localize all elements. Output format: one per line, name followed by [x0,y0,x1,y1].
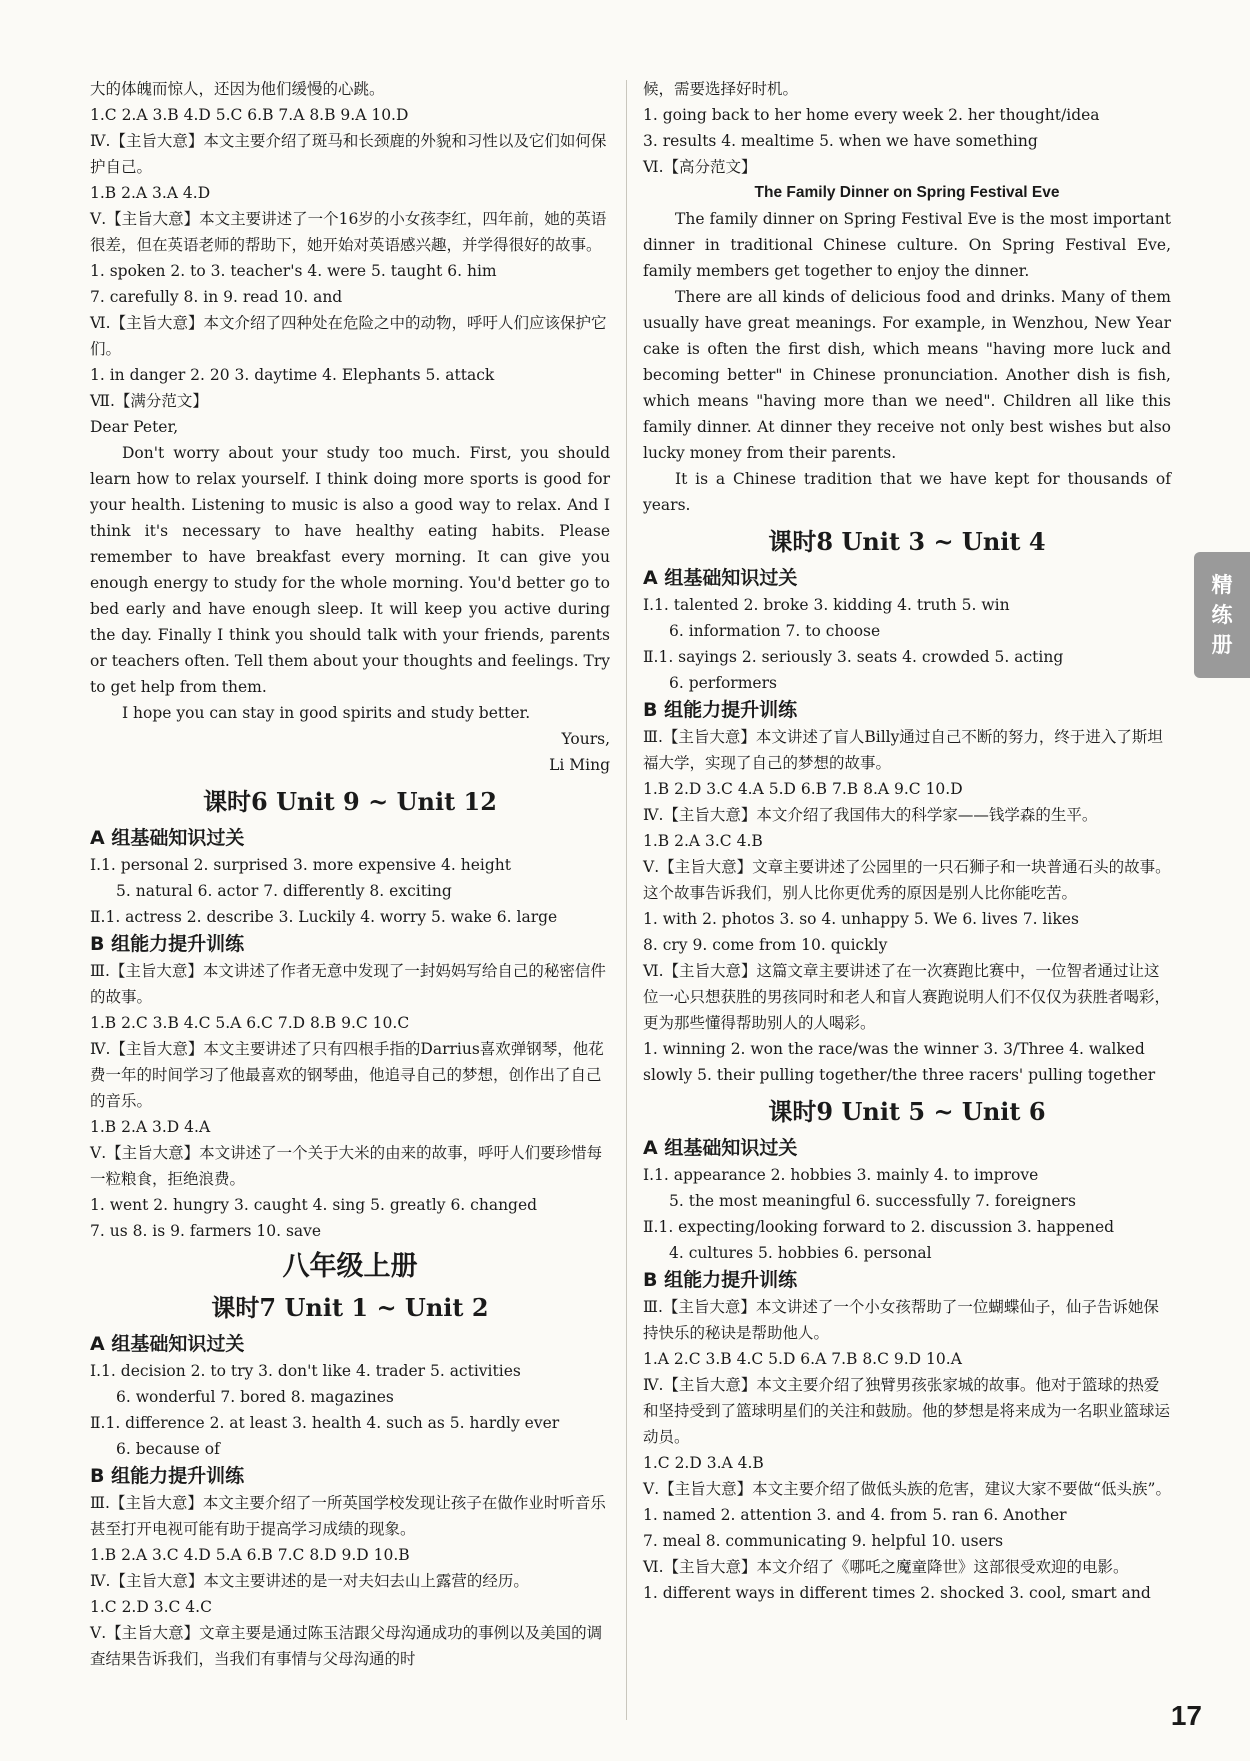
text-line: 1. winning 2. won the race/was the winner 3. 3/Three 4. walked [643,1040,1145,1058]
text-line: 1.C 2.D 3.C 4.C [90,1598,212,1616]
side-tab-char: 册 [1211,633,1233,657]
summary-line: Ⅴ.【主旨大意】本文讲述了一个关于大米的由来的故事，呼吁人们要珍惜每一粒粮食，拒绝浪费。 [90,1144,603,1188]
text-line: 1. in danger 2. 20 3. daytime 4. Elephants 5. attack [90,366,495,384]
essay-title: The Family Dinner on Spring Festival Eve [754,184,1060,201]
lesson-heading: 课时9 Unit 5 ~ Unit 6 [768,1097,1046,1126]
summary-line: Ⅲ.【主旨大意】本文讲述了作者无意中发现了一封妈妈写给自己的秘密信件的故事。 [90,962,606,1006]
text-line: 7. us 8. is 9. farmers 10. save [90,1222,322,1240]
text-line: 1. with 2. photos 3. so 4. unhappy 5. We 6. lives 7. likes [643,910,1079,928]
text-line: 大的体魄而惊人，还因为他们缓慢的心跳。 [90,80,385,98]
text-line: 1.B 2.A 3.C 4.D 5.A 6.B 7.C 8.D 9.D 10.B [90,1546,410,1564]
text-line: Ⅵ.【高分范文】 [643,158,757,176]
section-heading: B 组能力提升训练 [643,699,798,721]
summary-line: Ⅴ.【主旨大意】文章主要讲述了公园里的一只石狮子和一块普通石头的故事。这个故事告诉我们，别人比你更优秀的原因是别人比你能吃苦。 [643,858,1171,902]
summary-line: Ⅲ.【主旨大意】本文讲述了一个小女孩帮助了一位蝴蝶仙子，仙子告诉她保持快乐的秘诀是帮助他人。 [643,1298,1159,1342]
text-line: 1.B 2.C 3.B 4.C 5.A 6.C 7.D 8.B 9.C 10.C [90,1014,410,1032]
signature-line: Li Ming [549,756,610,774]
text-line: Dear Peter, [90,418,179,436]
summary-line: Ⅳ.【主旨大意】本文主要讲述了只有四根手指的Darrius喜欢弹钢琴，他花费一年的时间学习了他最喜欢的钢琴曲，他追寻自己的梦想，创作出了自己的音乐。 [90,1040,604,1110]
lesson-heading: 课时7 Unit 1 ~ Unit 2 [211,1293,489,1322]
section-heading: A 组基础知识过关 [90,1333,245,1355]
section-heading: A 组基础知识过关 [90,827,245,849]
summary-line: Ⅲ.【主旨大意】本文讲述了盲人Billy通过自己不断的努力，终于进入了斯坦福大学，实现了自己的梦想的故事。 [643,728,1163,772]
left-column [90,76,610,1672]
text-line: 8. cry 9. come from 10. quickly [643,936,888,954]
section-heading: B 组能力提升训练 [90,1465,245,1487]
essay-paragraph: Don't worry about your study too much. First, you should learn how to relax yourself. I think doing more sports is good for your health. Listening to music is also a good way to relax. And I think it's necessary to have healthy eating habits. Please remember to have breakfast every morning. It can give you enough energy to study for the whole morning. You'd better go to bed early and have enough sleep. It will keep you active during the day. Finally I think you should talk with your friends, parents or teachers often. Tell them about your thoughts and feelings. Try to get help from them. [90,444,610,696]
essay-paragraph: I hope you can stay in good spirits and study better. [122,704,531,722]
summary-line: Ⅵ.【主旨大意】本文介绍了四种处在危险之中的动物，呼吁人们应该保护它们。 [90,314,607,358]
text-line: 7. carefully 8. in 9. read 10. and [90,288,343,306]
text-line: slowly 5. their pulling together/the three racers' pulling together [643,1066,1156,1084]
summary-line: Ⅵ.【主旨大意】本文介绍了《哪吒之魔童降世》这部很受欢迎的电影。 [643,1558,1129,1576]
side-tab-char: 精 [1211,573,1233,597]
summary-line: Ⅳ.【主旨大意】本文主要介绍了斑马和长颈鹿的外貌和习性以及它们如何保护自己。 [90,132,607,176]
section-heading: A 组基础知识过关 [643,1137,798,1159]
text-line: Ⅰ.1. decision 2. to try 3. don't like 4. trader 5. activities [90,1362,521,1380]
essay-paragraph: The family dinner on Spring Festival Eve is the most important dinner in traditional Chinese culture. On Spring Festival Eve, family members get together to enjoy the dinner. [643,210,1171,280]
side-tab [1194,552,1250,678]
signature-line: Yours, [561,730,610,748]
text-line: Ⅶ.【满分范文】 [90,392,208,410]
summary-line: Ⅴ.【主旨大意】本文主要介绍了做低头族的危害，建议大家不要做“低头族”。 [643,1480,1171,1498]
text-line: 3. results 4. mealtime 5. when we have something [643,132,1038,150]
text-line: 1.C 2.D 3.A 4.B [643,1454,764,1472]
text-line: Ⅰ.1. personal 2. surprised 3. more expensive 4. height [90,856,511,874]
section-heading: B 组能力提升训练 [643,1269,798,1291]
summary-line: Ⅲ.【主旨大意】本文主要介绍了一所英国学校发现让孩子在做作业时听音乐甚至打开电视可能有助于提高学习成绩的现象。 [90,1494,606,1538]
essay-paragraph: It is a Chinese tradition that we have kept for thousands of years. [643,470,1171,514]
summary-line: Ⅴ.【主旨大意】文章主要是通过陈玉洁跟父母沟通成功的事例以及美国的调查结果告诉我们，当我们有事情与父母沟通的时 [90,1624,603,1668]
text-line: Ⅱ.1. expecting/looking forward to 2. discussion 3. happened [643,1218,1115,1236]
summary-line: Ⅵ.【主旨大意】这篇文章主要讲述了在一次赛跑比赛中，一位智者通过让这位一心只想获胜的男孩同时和老人和盲人赛跑说明人们不仅仅为获胜者喝彩，更为那些懂得帮助别人的人喝彩。 [643,962,1171,1032]
text-line: Ⅰ.1. talented 2. broke 3. kidding 4. truth 5. win [643,596,1010,614]
grade-heading: 八年级上册 [282,1251,418,1282]
text-line: 7. meal 8. communicating 9. helpful 10. users [643,1532,1004,1550]
column-divider [626,80,627,1720]
answer-line: 5. the most meaningful 6. successfully 7. foreigners [669,1192,1076,1210]
side-tab-char: 练 [1211,603,1233,627]
lesson-heading: 课时6 Unit 9 ~ Unit 12 [203,787,497,816]
text-line: Ⅱ.1. actress 2. describe 3. Luckily 4. worry 5. wake 6. large [90,908,558,926]
page-number: 17 [1170,1700,1202,1731]
text-line: 1. named 2. attention 3. and 4. from 5. ran 6. Another [643,1506,1067,1524]
answer-line: 6. because of [116,1440,220,1458]
summary-line: Ⅳ.【主旨大意】本文主要介绍了独臂男孩张家城的故事。他对于篮球的热爱和坚持受到了篮球明星们的关注和鼓励。他的梦想是将来成为一名职业篮球运动员。 [643,1376,1171,1446]
text-line: Ⅱ.1. difference 2. at least 3. health 4. such as 5. hardly ever [90,1414,560,1432]
text-line: Ⅱ.1. sayings 2. seriously 3. seats 4. crowded 5. acting [643,648,1064,666]
text-line: 1.B 2.A 3.A 4.D [90,184,211,202]
right-column [643,76,1171,1606]
text-line: 1. going back to her home every week 2. her thought/idea [643,106,1100,124]
lesson-heading: 课时8 Unit 3 ~ Unit 4 [768,527,1046,556]
section-heading: B 组能力提升训练 [90,933,245,955]
answer-line: 6. information 7. to choose [669,622,881,640]
answer-line: 6. wonderful 7. bored 8. magazines [116,1388,394,1406]
text-line: 1.B 2.A 3.C 4.B [643,832,763,850]
text-line: 候，需要选择好时机。 [643,80,799,98]
text-line: Ⅰ.1. appearance 2. hobbies 3. mainly 4. to improve [643,1166,1039,1184]
text-line: 1.B 2.A 3.D 4.A [90,1118,211,1136]
essay-paragraph: There are all kinds of delicious food and drinks. Many of them usually have great meanings. For example, in Wenzhou, New Year cake is often the first dish, which means "having more luck and becoming better" in Chinese pronunciation. Another dish is fish, which means "having more than we need". Children all like this family dinner. At dinner they receive not only best wishes but also lucky money from their parents. [643,288,1171,462]
text-line: 1.C 2.A 3.B 4.D 5.C 6.B 7.A 8.B 9.A 10.D [90,106,409,124]
text-line: 1. different ways in different times 2. shocked 3. cool, smart and [643,1584,1151,1602]
answer-line: 5. natural 6. actor 7. differently 8. exciting [116,882,452,900]
text-line: 1. went 2. hungry 3. caught 4. sing 5. greatly 6. changed [90,1196,538,1214]
summary-line: Ⅳ.【主旨大意】本文介绍了我国伟大的科学家——钱学森的生平。 [643,806,1098,824]
summary-line: Ⅴ.【主旨大意】本文主要讲述了一个16岁的小女孩李红，四年前，她的英语很差，但在英语老师的帮助下，她开始对英语感兴趣，并学得很好的故事。 [90,210,607,254]
answer-line: 4. cultures 5. hobbies 6. personal [669,1244,932,1262]
section-heading: A 组基础知识过关 [643,567,798,589]
summary-line: Ⅳ.【主旨大意】本文主要讲述的是一对夫妇去山上露营的经历。 [90,1572,529,1590]
answer-line: 6. performers [669,674,777,692]
text-line: 1. spoken 2. to 3. teacher's 4. were 5. taught 6. him [90,262,497,280]
text-line: 1.B 2.D 3.C 4.A 5.D 6.B 7.B 8.A 9.C 10.D [643,780,963,798]
text-line: 1.A 2.C 3.B 4.C 5.D 6.A 7.B 8.C 9.D 10.A [643,1350,962,1368]
